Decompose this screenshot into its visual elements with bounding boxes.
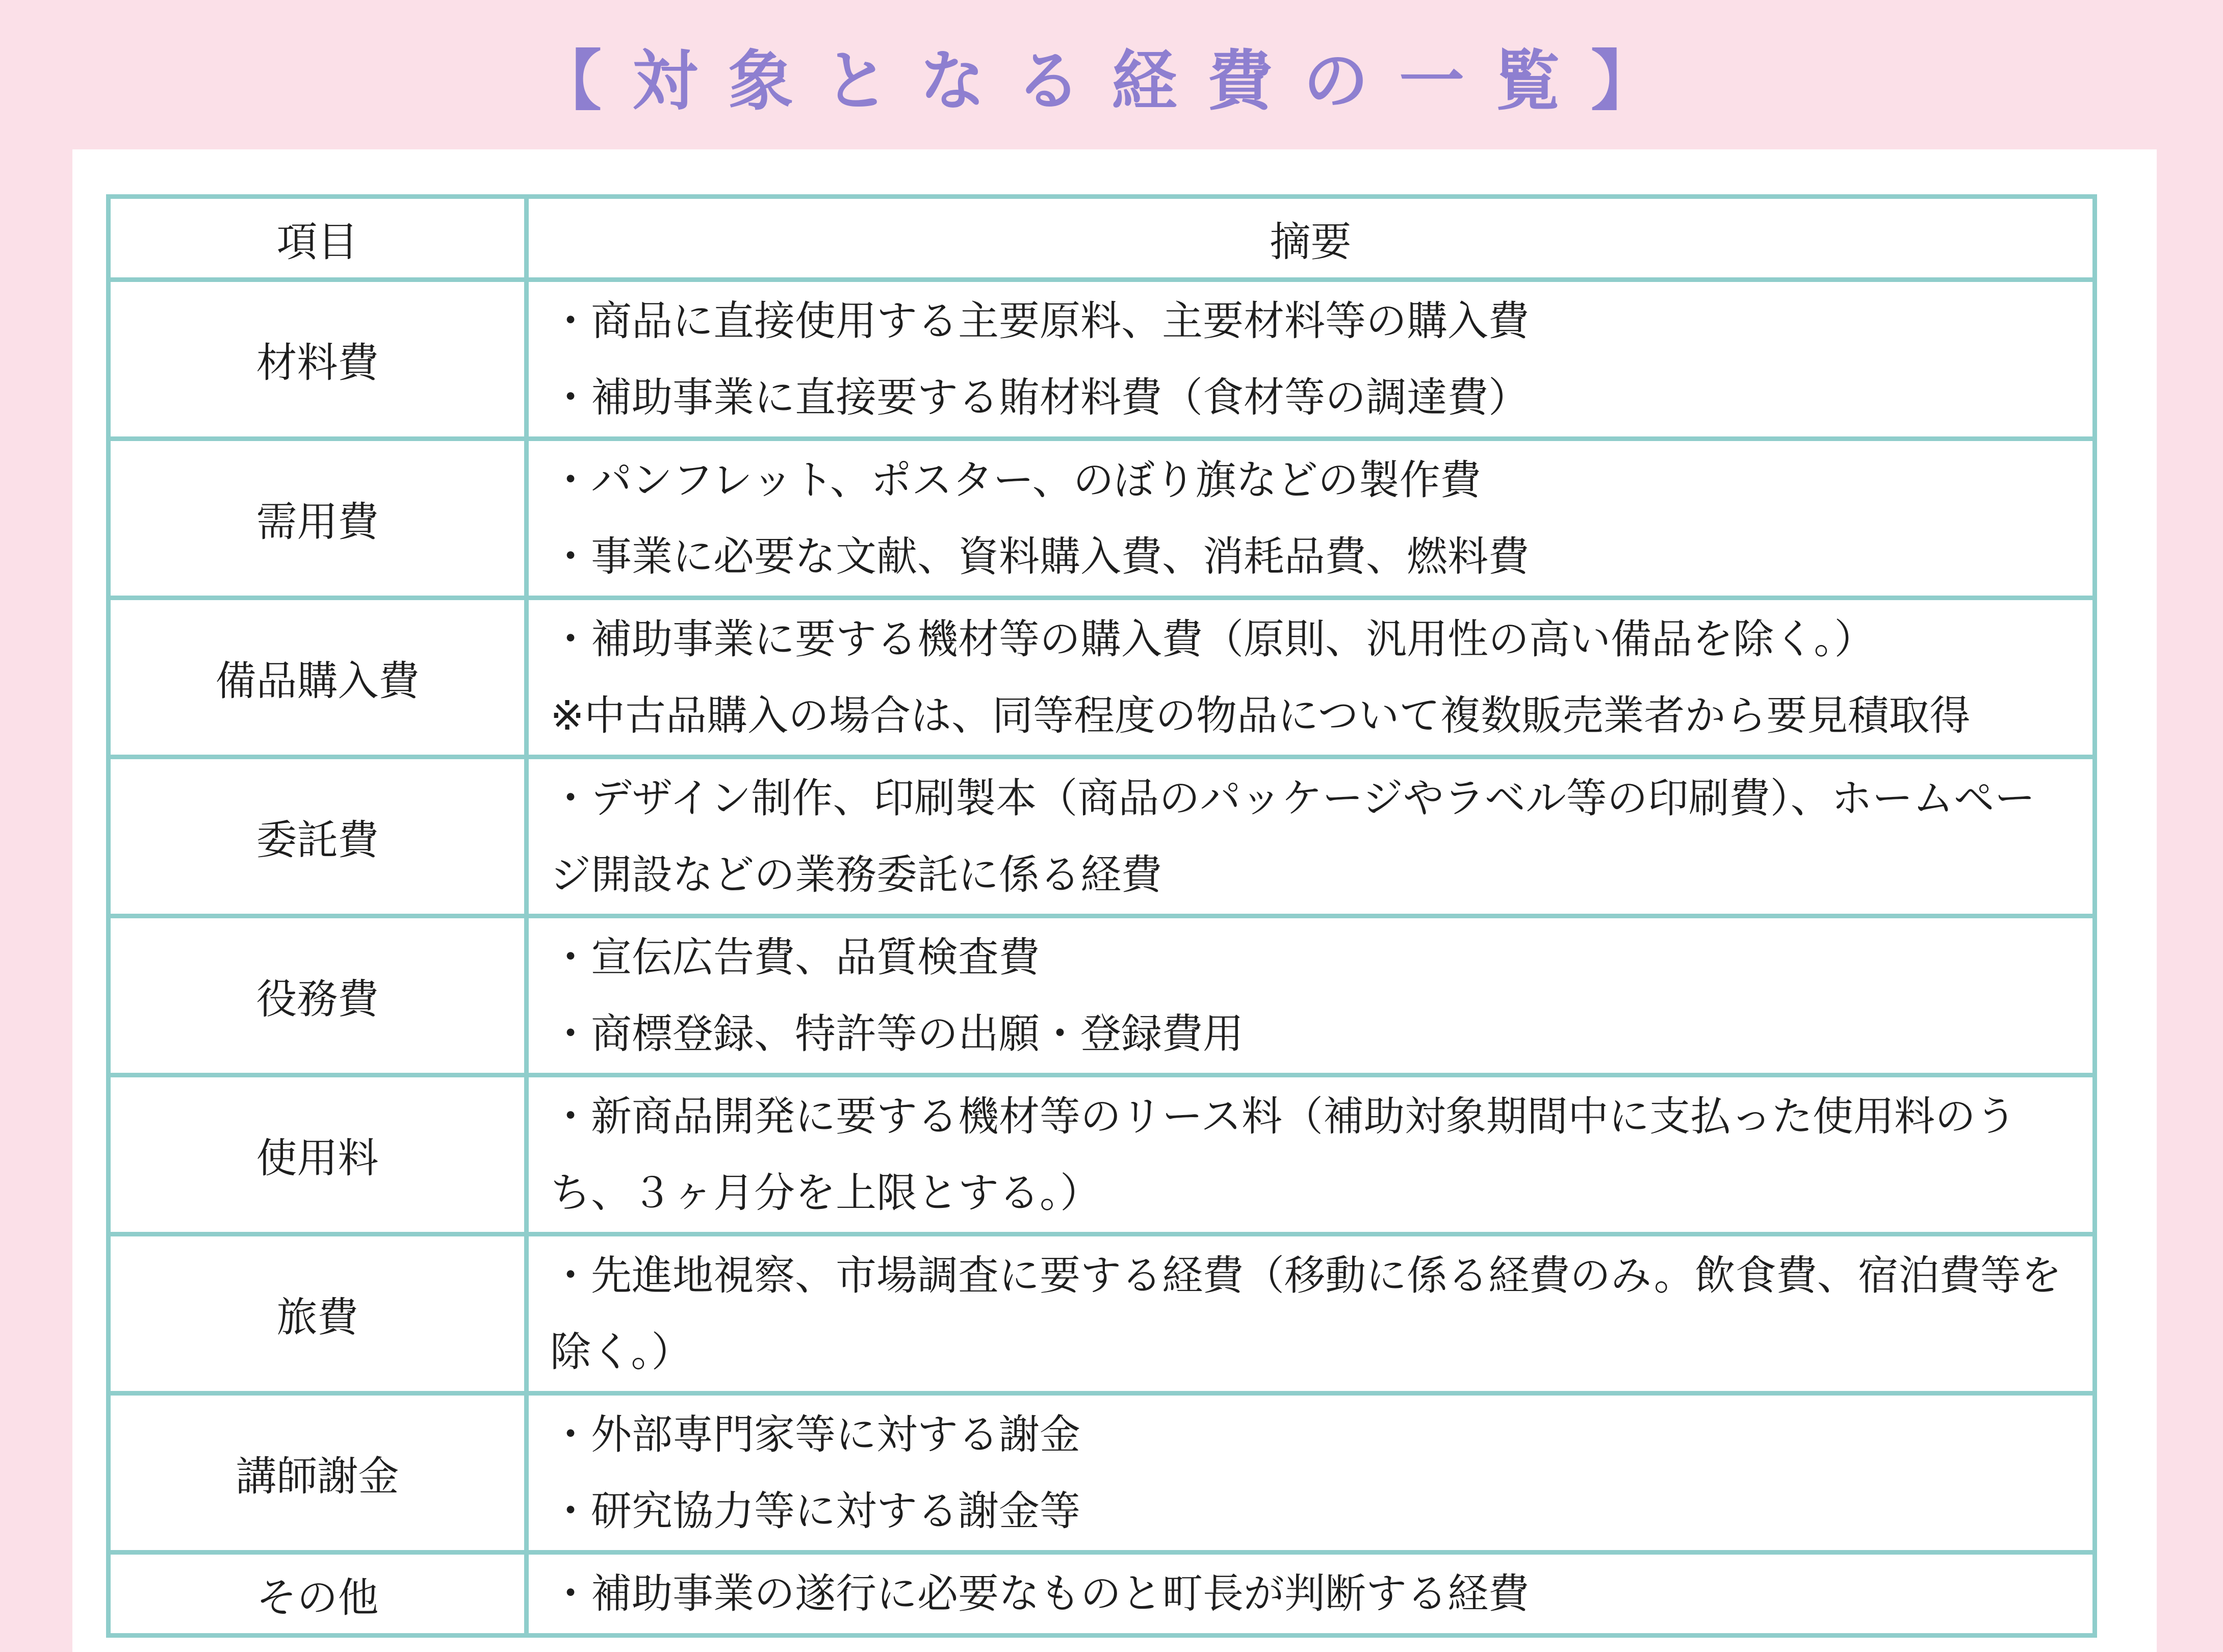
summary-line: ・補助事業に直接要する賄材料費（食材等の調達費） — [550, 373, 1529, 421]
row-summary — [527, 757, 2095, 916]
row-item-label: その他 — [109, 1553, 527, 1636]
row-summary — [527, 439, 2095, 598]
table-row — [109, 1234, 2095, 1393]
summary-line: ・パンフレット、ポスター、のぼり旗などの製作費 — [550, 456, 1481, 504]
summary-line: ・補助事業の遂行に必要なものと町長が判断する経費 — [550, 1570, 1529, 1617]
content-panel — [72, 149, 2157, 1652]
table-row — [109, 916, 2095, 1075]
row-item-label: 講師謝金 — [109, 1393, 527, 1553]
table-row — [109, 1075, 2095, 1234]
table-header-row — [109, 197, 2095, 280]
row-summary — [527, 1234, 2095, 1393]
summary-line: ・補助事業に要する機材等の購入費（原則、汎用性の高い備品を除く。） — [550, 615, 1875, 663]
summary-line: ・研究協力等に対する謝金等 — [550, 1487, 1080, 1535]
row-summary — [527, 1553, 2095, 1636]
table-row — [109, 280, 2095, 439]
table-row — [109, 598, 2095, 757]
row-summary — [527, 598, 2095, 757]
row-summary — [527, 1393, 2095, 1553]
header-summary: 摘要 — [527, 197, 2095, 280]
expense-table — [106, 194, 2097, 1638]
page-title: 【対象となる経費の一覧】 — [536, 43, 1687, 119]
table-row — [109, 1553, 2095, 1636]
row-summary — [527, 916, 2095, 1075]
summary-line: ・事業に必要な文献、資料購入費、消耗品費、燃料費 — [550, 532, 1529, 580]
summary-line: ・外部専門家等に対する謝金 — [550, 1410, 1080, 1458]
row-item-label: 役務費 — [109, 916, 527, 1075]
table-row — [109, 1393, 2095, 1553]
row-summary — [527, 280, 2095, 439]
summary-text: ・新商品開発に要する機材等のリース料（補助対象期間中に支払った使用料のうち、３ヶ月分を上限とする。） — [550, 1092, 2017, 1217]
row-item-label: 備品購入費 — [109, 598, 527, 757]
summary-line: ・商品に直接使用する主要原料、主要材料等の購入費 — [550, 297, 1529, 345]
header-item: 項目 — [109, 197, 527, 280]
summary-text: ・デザイン制作、印刷製本（商品のパッケージやラベル等の印刷費）、ホームページ開設などの業務委託に係る経費 — [550, 774, 2035, 898]
table-row — [109, 757, 2095, 916]
row-item-label: 委託費 — [109, 757, 527, 916]
row-summary — [527, 1075, 2095, 1234]
row-item-label: 使用料 — [109, 1075, 527, 1234]
summary-line: ・商標登録、特許等の出願・登録費用 — [550, 1010, 1244, 1057]
summary-note: ※中古品購入の場合は、同等程度の物品について複数販売業者から要見積取得 — [550, 691, 1971, 739]
summary-text: ・先進地視察、市場調査に要する経費（移動に係る経費のみ。飲食費、宿泊費等を除く。） — [550, 1251, 2062, 1376]
table-row — [109, 439, 2095, 598]
summary-line: ・宣伝広告費、品質検査費 — [550, 933, 1040, 981]
row-item-label: 旅費 — [109, 1234, 527, 1393]
row-item-label: 需用費 — [109, 439, 527, 598]
row-item-label: 材料費 — [109, 280, 527, 439]
